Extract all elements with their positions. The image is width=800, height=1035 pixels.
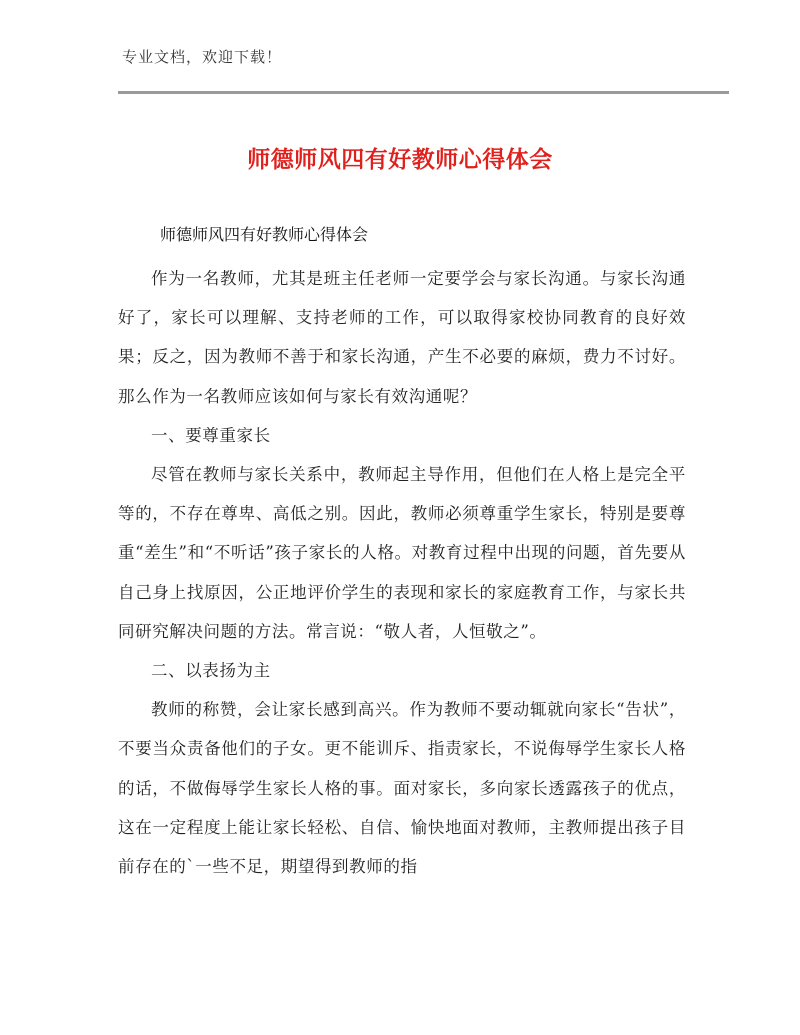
paragraph-intro: 作为一名教师，尤其是班主任老师一定要学会与家长沟通。与家长沟通好了，家长可以理解、支持老师的工作，可以取得家校协同教育的良好效果；反之，因为教师不善于和家长沟通，产生不必要的麻烦，费力不讨好。那么作为一名教师应该如何与家长有效沟通呢？: [118, 269, 686, 406]
document-title: 师德师风四有好教师心得体会: [247, 147, 553, 173]
paragraph-respect: 尽管在教师与家长关系中，教师起主导作用，但他们在人格上是完全平等的，不存在尊卑、高低之别。因此，教师必须尊重学生家长，特别是要尊重“差生”和“不听话”孩子家长的人格。对教育过程中出现的问题，首先要从自己身上找原因，公正地评价学生的表现和家长的家庭教育工作，与家长共同研究解决问题的方法。常言说：“敬人者，人恒敬之”。: [118, 465, 686, 641]
section-heading-respect: 一、要尊重家长: [151, 425, 271, 445]
document-subtitle: 师德师风四有好教师心得体会: [160, 225, 369, 244]
section-heading-praise: 二、以表扬为主: [151, 661, 271, 681]
header-divider: [118, 91, 729, 94]
paragraph-praise: 教师的称赞，会让家长感到高兴。作为教师不要动辄就向家长“告状”，不要当众责备他们的子女。更不能训斥、指责家长，不说侮辱学生家长人格的话，不做侮辱学生家长人格的事。面对家长，多向家长透露孩子的优点，这在一定程度上能让家长轻松、自信、愉快地面对教师，主教师提出孩子目前存在的`一些不足，期望得到教师的指: [118, 700, 686, 877]
document-body: [118, 259, 686, 886]
header-note: 专业文档，欢迎下载！: [122, 48, 283, 66]
